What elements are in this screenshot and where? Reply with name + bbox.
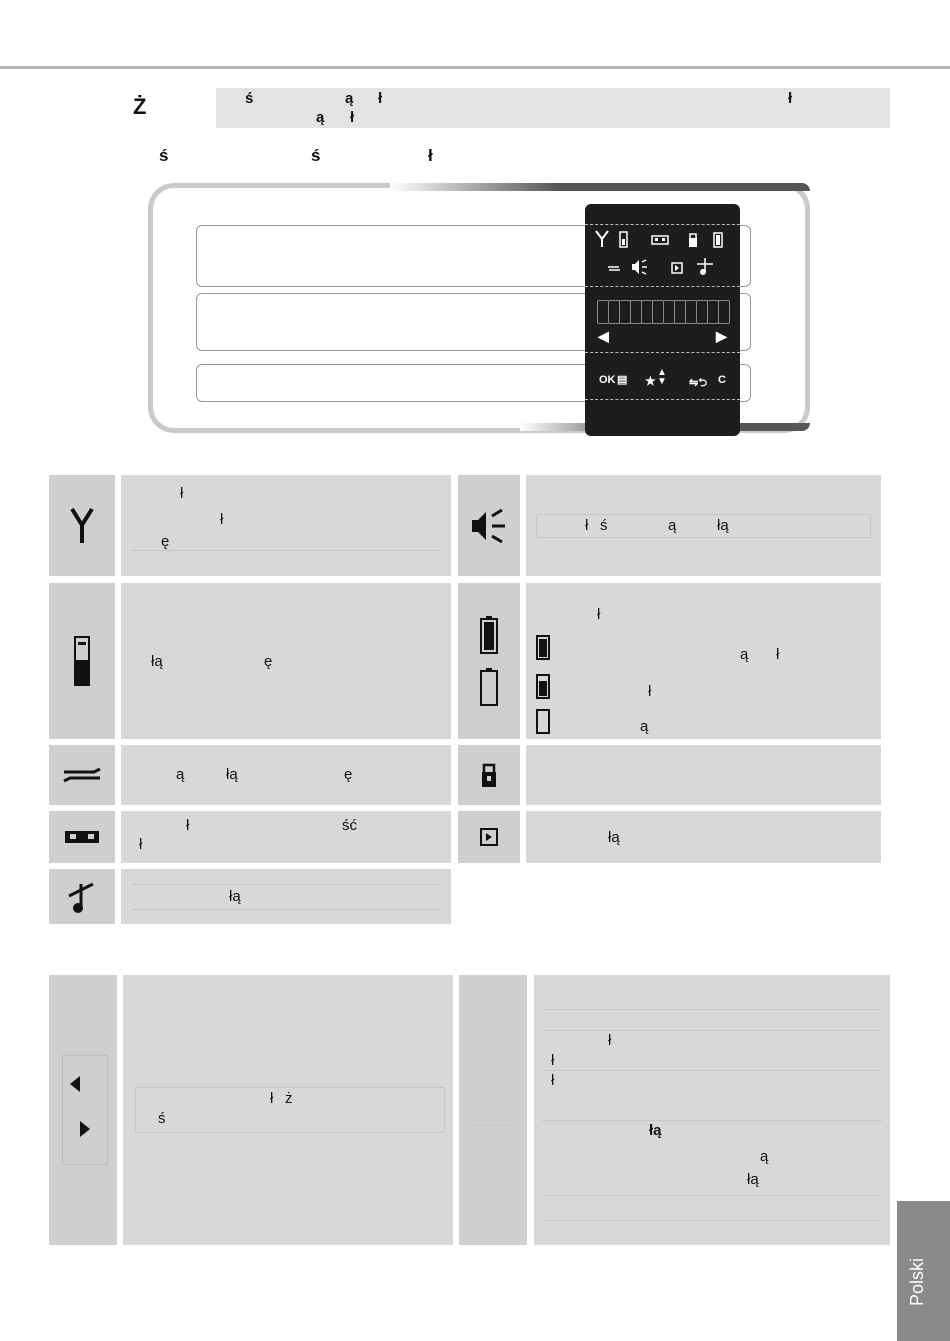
up-down-icon: ▲ ▼ <box>657 367 667 387</box>
desc-char: ł <box>551 1072 555 1089</box>
battery-full-icon <box>536 634 550 660</box>
tape-icon <box>64 830 100 844</box>
menu-icon: ▤ <box>617 374 628 386</box>
lock-icon <box>688 231 698 248</box>
lcd-divider <box>585 352 740 353</box>
note-char: ś <box>245 90 254 107</box>
desc-char: ą <box>176 766 185 783</box>
ringer-desc <box>121 869 451 924</box>
desc-char: ł <box>776 646 780 663</box>
battery-desc <box>526 583 881 739</box>
ringer-off-icon <box>695 256 715 276</box>
speaker-icon <box>631 258 649 276</box>
right-arrow-icon <box>79 1120 91 1138</box>
lcd-divider <box>585 224 740 225</box>
subtitle-char: ś <box>311 146 321 165</box>
antenna-cell <box>49 475 115 576</box>
divider <box>542 1009 882 1010</box>
subtitle-char: ś <box>159 146 169 165</box>
handset-icon <box>74 636 90 686</box>
battery-icon <box>713 231 723 248</box>
desc-char: łą <box>747 1171 759 1188</box>
top-rule <box>0 66 950 69</box>
desc-char: ę <box>161 533 170 550</box>
desc-char: ł <box>585 517 589 534</box>
desc-char: ł <box>180 485 184 502</box>
ok-label: OK <box>599 374 616 386</box>
transfer-cell <box>49 745 115 805</box>
tape-desc <box>121 811 451 863</box>
desc-char: ł <box>220 511 224 528</box>
note-char: ą <box>345 90 354 107</box>
play-icon <box>671 262 683 274</box>
note-box <box>216 88 890 128</box>
desc-char: ł <box>597 606 601 623</box>
desc-char: ł <box>648 683 652 700</box>
battery-medium-icon <box>536 673 550 699</box>
note-char: ł <box>788 90 793 107</box>
play-icon <box>480 828 498 846</box>
divider <box>542 1220 882 1221</box>
desc-char: łą <box>151 653 163 670</box>
language-tab <box>897 1201 950 1341</box>
right-arrow-icon: ▶ <box>716 328 727 344</box>
play-desc <box>526 811 881 863</box>
arrow-keys-frame <box>62 1055 108 1165</box>
desc-char: ą <box>640 718 649 735</box>
desc-char: ą <box>668 517 677 534</box>
desc-char: ą <box>740 646 749 663</box>
left-arrow-icon <box>69 1075 81 1093</box>
divider <box>131 550 441 551</box>
left-arrow-icon: ◀ <box>598 328 609 344</box>
lock-desc <box>526 745 881 805</box>
desc-char: ż <box>285 1090 293 1107</box>
battery-empty-icon <box>480 668 498 706</box>
battery-empty-icon <box>536 708 550 734</box>
speaker-icon <box>469 506 509 546</box>
divider <box>542 1070 882 1071</box>
handset-cell <box>49 583 115 739</box>
desc-char: ł <box>139 836 143 853</box>
lock-cell <box>458 745 520 805</box>
ringer-off-icon <box>67 880 97 914</box>
speaker-cell <box>458 475 520 576</box>
divider <box>131 884 441 885</box>
arrow-keys-cell <box>49 975 117 1245</box>
desc-char: ę <box>344 766 353 783</box>
star-icon: ★ <box>645 374 656 388</box>
c-label: C <box>718 374 726 386</box>
desc-char: ł <box>551 1052 555 1069</box>
desc-char: ś <box>600 517 608 534</box>
divider <box>469 1125 517 1126</box>
play-cell <box>458 811 520 863</box>
desc-char: ś <box>158 1110 166 1127</box>
frame-accent-top <box>390 183 810 191</box>
desc-char: łą <box>229 888 241 905</box>
divider <box>542 1120 882 1121</box>
language-tab-label: Polski <box>907 1257 927 1306</box>
section-letter: Ż <box>133 94 147 119</box>
desc-char: łą <box>649 1122 662 1139</box>
antenna-icon <box>70 507 94 545</box>
desc-char: łą <box>226 766 238 783</box>
subtitle-char: ł <box>428 146 433 165</box>
note-char: ł <box>350 109 355 126</box>
battery-cell <box>458 583 520 739</box>
antenna-icon <box>595 230 609 248</box>
desc-char: ł <box>270 1090 274 1107</box>
antenna-desc <box>121 475 451 576</box>
desc-char: ł <box>186 817 190 834</box>
battery-full-icon <box>480 616 498 654</box>
lcd-divider <box>585 399 740 400</box>
note-char: ł <box>378 90 383 107</box>
lcd-divider <box>585 286 740 287</box>
divider <box>542 1030 882 1031</box>
desc-char: ł <box>608 1032 612 1049</box>
note-char: ą <box>316 109 325 126</box>
handset-desc <box>121 583 451 739</box>
tape-cell <box>49 811 115 863</box>
ringer-cell <box>49 869 115 924</box>
back-icon: ⇋⮌ <box>689 377 708 389</box>
speaker-desc <box>526 475 881 576</box>
soft-key-desc <box>534 975 890 1245</box>
desc-char: ść <box>342 817 357 834</box>
lock-icon <box>481 762 497 788</box>
transfer-icon <box>607 264 621 272</box>
desc-char: łą <box>717 517 729 534</box>
divider <box>542 1195 882 1196</box>
tape-icon <box>651 235 669 245</box>
desc-char: łą <box>608 829 620 846</box>
divider <box>131 909 441 910</box>
handset-icon <box>619 231 628 248</box>
desc-char: ę <box>264 653 273 670</box>
transfer-desc <box>121 745 451 805</box>
desc-char: ą <box>760 1148 769 1165</box>
soft-key-cell <box>459 975 527 1245</box>
transfer-icon <box>62 767 102 783</box>
segment-char <box>718 300 730 324</box>
arrow-keys-desc <box>123 975 453 1245</box>
